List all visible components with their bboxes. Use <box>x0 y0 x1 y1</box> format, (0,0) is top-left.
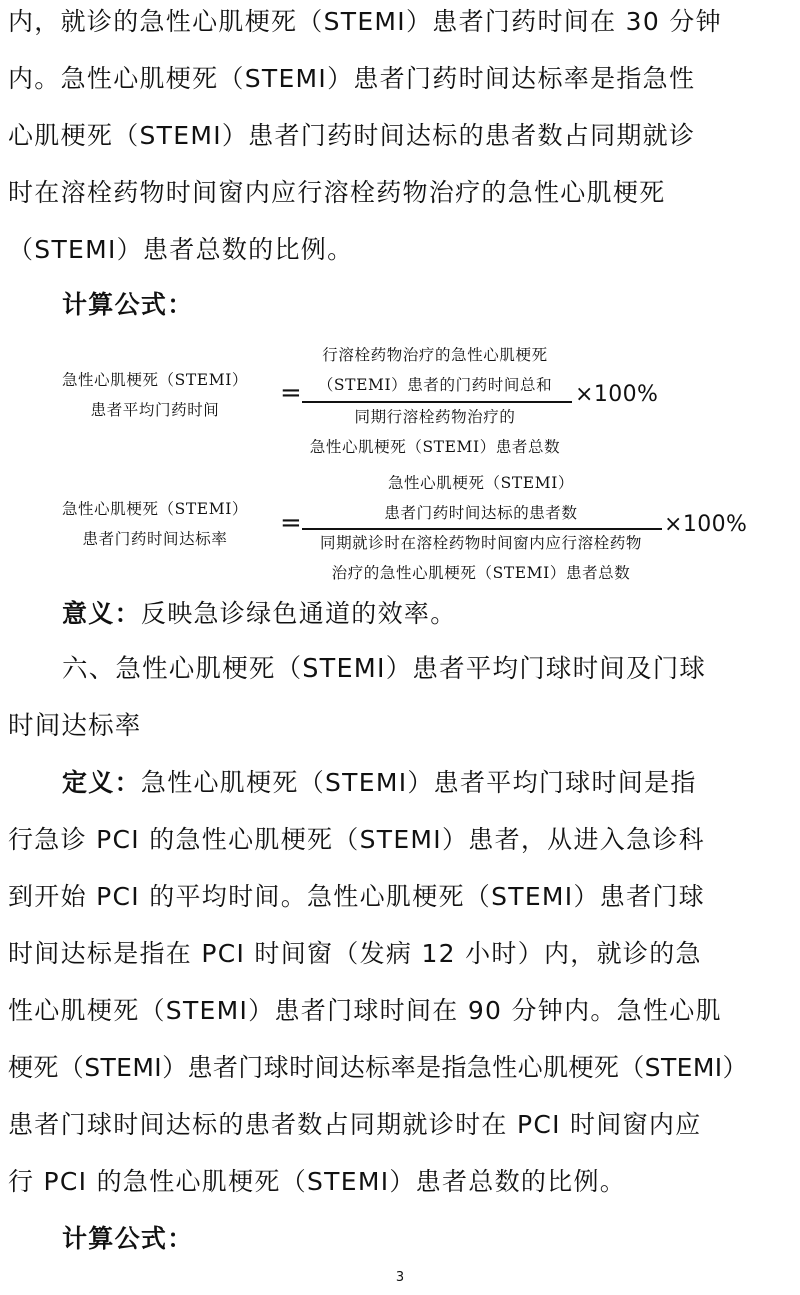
denominator-line: 同期行溶栓药物治疗的 <box>354 408 516 426</box>
numerator-line: （STEMI）患者的门药时间总和 <box>317 376 553 394</box>
text-line: 行 PCI 的急性心肌梗死（STEMI）患者总数的比例。 <box>8 1167 627 1196</box>
meaning-label: 意义： <box>62 599 141 628</box>
text-line: 时间达标是指在 PCI 时间窗（发病 12 小时）内，就诊的急 <box>8 939 702 968</box>
definition-text: 急性心肌梗死（STEMI）患者平均门球时间是指 <box>140 768 697 797</box>
equals-sign: = <box>280 508 302 538</box>
text-line: 患者门球时间达标的患者数占同期就诊时在 PCI 时间窗内应 <box>8 1110 702 1139</box>
formula-denominator <box>300 528 662 588</box>
numerator-line: 患者门药时间达标的患者数 <box>384 504 578 522</box>
definition-first-line <box>62 766 697 800</box>
section-heading: 六、急性心肌梗死（STEMI）患者平均门球时间及门球 <box>62 654 707 684</box>
text-line: 时在溶栓药物时间窗内应行溶栓药物治疗的急性心肌梗死 <box>8 178 666 207</box>
formula-lhs-line: 急性心肌梗死（STEMI） <box>61 500 249 518</box>
formula-numerator <box>300 340 570 400</box>
text-line: 到开始 PCI 的平均时间。急性心肌梗死（STEMI）患者门球 <box>8 882 705 911</box>
text-line: （STEMI）患者总数的比例。 <box>8 235 354 264</box>
text-line: 性心肌梗死（STEMI）患者门球时间在 90 分钟内。急性心肌 <box>8 996 722 1025</box>
numerator-line: 行溶栓药物治疗的急性心肌梗死 <box>322 346 548 364</box>
meaning-line <box>62 597 457 631</box>
section-heading-continued: 时间达标率 <box>8 711 142 741</box>
meaning-text: 反映急诊绿色通道的效率。 <box>140 599 457 628</box>
numerator-line: 急性心肌梗死（STEMI） <box>387 474 575 492</box>
formula-lhs-line: 患者门药时间达标率 <box>82 530 228 548</box>
formula-lhs-line: 患者平均门药时间 <box>90 401 220 419</box>
text-line: 内，就诊的急性心肌梗死（STEMI）患者门药时间在 30 分钟 <box>8 7 722 36</box>
formula-numerator <box>300 468 662 528</box>
denominator-line: 治疗的急性心肌梗死（STEMI）患者总数 <box>331 564 631 582</box>
denominator-line: 急性心肌梗死（STEMI）患者总数 <box>309 438 561 456</box>
definition-label: 定义： <box>62 768 141 797</box>
formula-label: 计算公式： <box>62 1224 194 1253</box>
multiplier: ×100% <box>664 512 748 537</box>
multiplier: ×100% <box>575 382 659 407</box>
text-line: 行急诊 PCI 的急性心肌梗死（STEMI）患者，从进入急诊科 <box>8 825 705 854</box>
formula-denominator <box>300 402 570 462</box>
formula-lhs-line: 急性心肌梗死（STEMI） <box>61 371 249 389</box>
formula-label: 计算公式： <box>62 290 194 319</box>
formula-lhs <box>20 494 290 554</box>
text-line: 心肌梗死（STEMI）患者门药时间达标的患者数占同期就诊 <box>8 121 696 150</box>
text-line: 梗死（STEMI）患者门球时间达标率是指急性心肌梗死（STEMI） <box>8 1053 748 1082</box>
formula-lhs <box>20 365 290 425</box>
text-line: 内。急性心肌梗死（STEMI）患者门药时间达标率是指急性 <box>8 64 696 93</box>
page-number: 3 <box>395 1270 405 1285</box>
equals-sign: = <box>280 378 302 408</box>
denominator-line: 同期就诊时在溶栓药物时间窗内应行溶栓药物 <box>319 534 642 552</box>
